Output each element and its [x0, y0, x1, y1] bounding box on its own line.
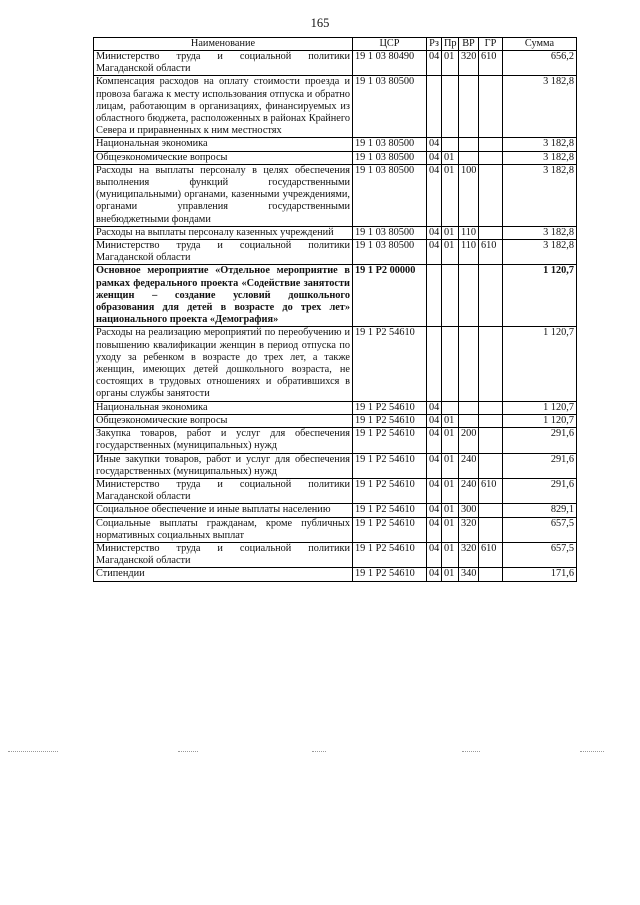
cell-sum: 1 120,7 [503, 401, 577, 414]
cell-vr: 340 [459, 568, 479, 581]
cell-sum: 3 182,8 [503, 76, 577, 138]
cell-csr: 19 1 P2 54610 [353, 542, 427, 567]
page-number: 165 [310, 16, 330, 30]
scan-artifact-line [178, 751, 198, 752]
cell-gr [479, 164, 503, 226]
cell-gr: 610 [479, 240, 503, 265]
cell-name: Общеэкономические вопросы [94, 414, 353, 427]
header-gr: ГР [479, 38, 503, 51]
table-row [94, 517, 577, 542]
cell-gr [479, 327, 503, 401]
cell-vr [459, 265, 479, 327]
cell-sum: 829,1 [503, 504, 577, 517]
cell-gr [479, 568, 503, 581]
cell-gr: 610 [479, 51, 503, 76]
table-row [94, 401, 577, 414]
cell-name: Министерство труда и социальной политики Магаданской области [94, 51, 353, 76]
cell-rz: 04 [427, 414, 442, 427]
cell-sum: 1 120,7 [503, 265, 577, 327]
cell-name: Министерство труда и социальной политики Магаданской области [94, 478, 353, 503]
cell-sum: 657,5 [503, 517, 577, 542]
cell-vr: 110 [459, 240, 479, 265]
cell-vr [459, 327, 479, 401]
cell-rz: 04 [427, 517, 442, 542]
cell-csr: 19 1 03 80500 [353, 226, 427, 239]
cell-rz: 04 [427, 504, 442, 517]
cell-sum: 1 120,7 [503, 327, 577, 401]
table-row [94, 265, 577, 327]
cell-pr [442, 265, 459, 327]
cell-rz [427, 265, 442, 327]
cell-pr [442, 401, 459, 414]
table-row [94, 226, 577, 239]
cell-name: Министерство труда и социальной политики Магаданской области [94, 240, 353, 265]
table-row [94, 542, 577, 567]
cell-name: Социальные выплаты гражданам, кроме публичных нормативных социальных выплат [94, 517, 353, 542]
cell-vr: 240 [459, 478, 479, 503]
cell-rz: 04 [427, 568, 442, 581]
cell-vr: 300 [459, 504, 479, 517]
cell-pr: 01 [442, 568, 459, 581]
table-row [94, 51, 577, 76]
cell-csr: 19 1 03 80500 [353, 76, 427, 138]
cell-csr: 19 1 P2 54610 [353, 517, 427, 542]
cell-vr: 320 [459, 517, 479, 542]
cell-rz [427, 76, 442, 138]
cell-gr [479, 517, 503, 542]
cell-name: Стипендии [94, 568, 353, 581]
cell-sum: 3 182,8 [503, 226, 577, 239]
cell-csr: 19 1 P2 54610 [353, 504, 427, 517]
cell-vr [459, 138, 479, 151]
cell-pr: 01 [442, 453, 459, 478]
cell-pr: 01 [442, 517, 459, 542]
cell-gr [479, 453, 503, 478]
table-row [94, 151, 577, 164]
cell-gr [479, 265, 503, 327]
cell-pr: 01 [442, 504, 459, 517]
cell-gr [479, 504, 503, 517]
scan-artifact-line [580, 751, 604, 752]
cell-name: Основное мероприятие «Отдельное мероприятие в рамках федерального проекта «Содействие занятости женщин – создание условий дошкольного образования для детей в возрасте до трех лет» национального проекта «Демография» [94, 265, 353, 327]
cell-pr [442, 327, 459, 401]
cell-rz: 04 [427, 164, 442, 226]
cell-sum: 657,5 [503, 542, 577, 567]
cell-csr: 19 1 P2 54610 [353, 428, 427, 453]
cell-gr [479, 226, 503, 239]
header-csr: ЦСР [353, 38, 427, 51]
table-row [94, 428, 577, 453]
cell-rz: 04 [427, 401, 442, 414]
header-vr: ВР [459, 38, 479, 51]
cell-gr: 610 [479, 478, 503, 503]
cell-sum: 3 182,8 [503, 164, 577, 226]
cell-csr: 19 1 P2 00000 [353, 265, 427, 327]
cell-pr [442, 138, 459, 151]
cell-name: Социальное обеспечение и иные выплаты населению [94, 504, 353, 517]
cell-vr [459, 414, 479, 427]
cell-vr [459, 76, 479, 138]
cell-pr: 01 [442, 164, 459, 226]
cell-csr: 19 1 P2 54610 [353, 327, 427, 401]
cell-name: Компенсация расходов на оплату стоимости проезда и провоза багажа к месту использования отпуска и обратно лицам, работающим в организациях, финансируемых из областного бюджета, расположенных в районах Крайнего Севера и приравненных к ним местностях [94, 76, 353, 138]
cell-csr: 19 1 03 80500 [353, 151, 427, 164]
scan-artifact-line [462, 751, 480, 752]
table-row [94, 240, 577, 265]
cell-sum: 3 182,8 [503, 151, 577, 164]
cell-csr: 19 1 P2 54610 [353, 568, 427, 581]
cell-rz: 04 [427, 151, 442, 164]
cell-name: Иные закупки товаров, работ и услуг для обеспечения государственных (муниципальных) нужд [94, 453, 353, 478]
cell-gr [479, 151, 503, 164]
cell-name: Расходы на выплаты персоналу в целях обеспечения выполнения функций государственными (муниципальными) органами, казенными учреждениями, органами управления государственными внебюджетными фондами [94, 164, 353, 226]
cell-pr: 01 [442, 542, 459, 567]
header-rz: Рз [427, 38, 442, 51]
table-row [94, 164, 577, 226]
cell-rz: 04 [427, 478, 442, 503]
cell-name: Расходы на реализацию мероприятий по переобучению и повышению квалификации женщин в период отпуска по уходу за ребенком в возрасте до трех лет, а также женщин, имеющих детей дошкольного возраста, не состоящих в трудовых отношениях и обратившихся в органы службы занятости [94, 327, 353, 401]
header-pr: Пр [442, 38, 459, 51]
cell-rz: 04 [427, 542, 442, 567]
cell-rz [427, 327, 442, 401]
cell-vr: 240 [459, 453, 479, 478]
cell-name: Национальная экономика [94, 138, 353, 151]
cell-gr [479, 138, 503, 151]
table-row [94, 478, 577, 503]
cell-vr [459, 401, 479, 414]
scan-artifact-line [8, 751, 58, 752]
cell-csr: 19 1 03 80500 [353, 240, 427, 265]
table-header-row [94, 38, 577, 51]
cell-rz: 04 [427, 51, 442, 76]
cell-name: Министерство труда и социальной политики Магаданской области [94, 542, 353, 567]
table-row [94, 138, 577, 151]
cell-vr: 110 [459, 226, 479, 239]
table-row [94, 568, 577, 581]
cell-sum: 656,2 [503, 51, 577, 76]
cell-pr: 01 [442, 428, 459, 453]
cell-vr: 100 [459, 164, 479, 226]
cell-sum: 291,6 [503, 478, 577, 503]
cell-pr: 01 [442, 151, 459, 164]
cell-rz: 04 [427, 428, 442, 453]
cell-vr: 200 [459, 428, 479, 453]
cell-rz: 04 [427, 226, 442, 239]
cell-gr [479, 428, 503, 453]
cell-csr: 19 1 P2 54610 [353, 414, 427, 427]
scan-artifact-line [312, 751, 326, 752]
cell-rz: 04 [427, 240, 442, 265]
cell-pr: 01 [442, 51, 459, 76]
cell-csr: 19 1 P2 54610 [353, 401, 427, 414]
cell-pr: 01 [442, 240, 459, 265]
cell-vr [459, 151, 479, 164]
cell-csr: 19 1 03 80500 [353, 138, 427, 151]
table-row [94, 504, 577, 517]
cell-name: Общеэкономические вопросы [94, 151, 353, 164]
cell-pr: 01 [442, 478, 459, 503]
cell-pr: 01 [442, 226, 459, 239]
budget-table [93, 37, 577, 582]
cell-rz: 04 [427, 453, 442, 478]
cell-sum: 1 120,7 [503, 414, 577, 427]
cell-gr: 610 [479, 542, 503, 567]
header-sum: Сумма [503, 38, 577, 51]
cell-pr [442, 76, 459, 138]
cell-sum: 3 182,8 [503, 138, 577, 151]
cell-sum: 291,6 [503, 453, 577, 478]
cell-sum: 3 182,8 [503, 240, 577, 265]
cell-pr: 01 [442, 414, 459, 427]
cell-name: Расходы на выплаты персоналу казенных учреждений [94, 226, 353, 239]
cell-name: Национальная экономика [94, 401, 353, 414]
cell-csr: 19 1 03 80490 [353, 51, 427, 76]
cell-csr: 19 1 P2 54610 [353, 453, 427, 478]
cell-csr: 19 1 03 80500 [353, 164, 427, 226]
cell-vr: 320 [459, 542, 479, 567]
header-name: Наименование [94, 38, 353, 51]
table-row [94, 76, 577, 138]
cell-sum: 171,6 [503, 568, 577, 581]
cell-vr: 320 [459, 51, 479, 76]
cell-gr [479, 414, 503, 427]
table-row [94, 414, 577, 427]
cell-gr [479, 401, 503, 414]
cell-sum: 291,6 [503, 428, 577, 453]
cell-rz: 04 [427, 138, 442, 151]
table-row [94, 453, 577, 478]
table-row [94, 327, 577, 401]
cell-gr [479, 76, 503, 138]
cell-name: Закупка товаров, работ и услуг для обеспечения государственных (муниципальных) нужд [94, 428, 353, 453]
cell-csr: 19 1 P2 54610 [353, 478, 427, 503]
